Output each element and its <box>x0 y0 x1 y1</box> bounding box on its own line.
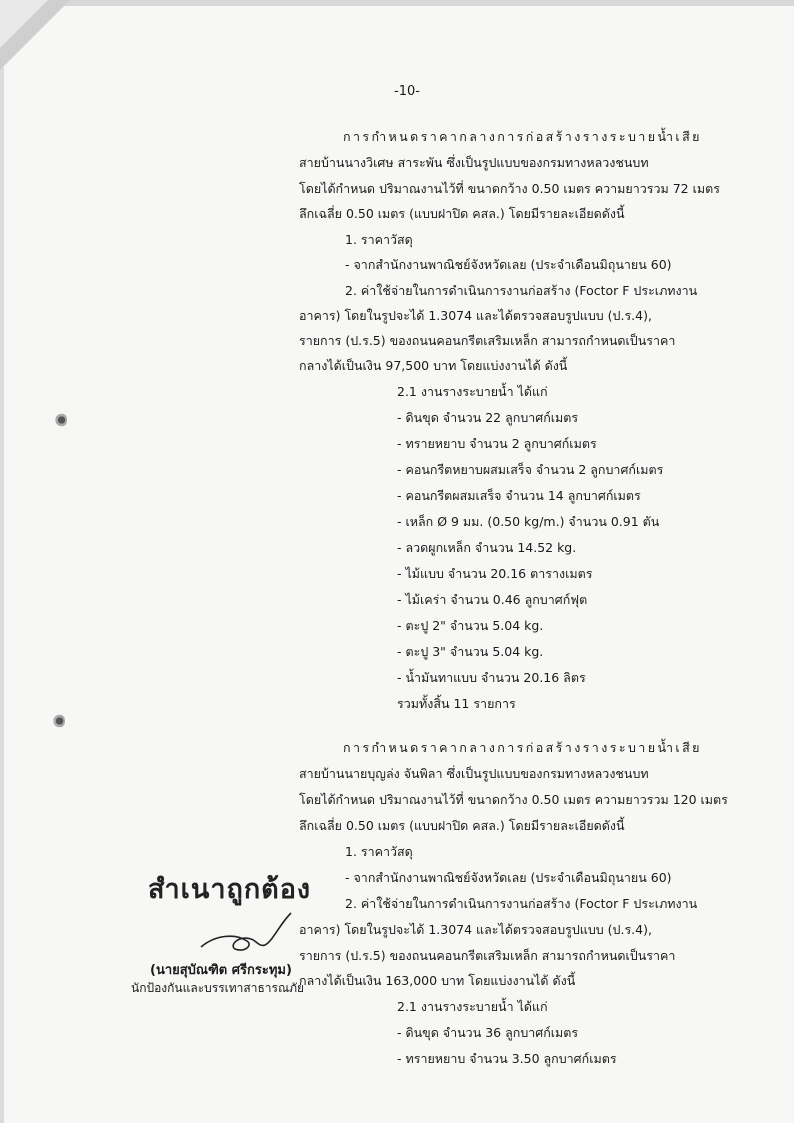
punch-hole-icon <box>55 412 67 428</box>
signer-name: (นายสุบัณฑิต ศรีกระทุม) <box>150 963 292 978</box>
signer-position: นักป้องกันและบรรเทาสาธารณภัย <box>131 981 305 995</box>
list-item: - ลวดผูกเหล็ก จำนวน 14.52 kg. <box>397 540 577 555</box>
certified-copy-stamp: สำเนาถูกต้อง <box>148 874 312 905</box>
list-item: - ดินขุด จำนวน 36 ลูกบาศก์เมตร <box>397 1025 579 1040</box>
list-item: - ตะปู 3" จำนวน 5.04 kg. <box>397 644 544 659</box>
scan-edge-top <box>0 0 794 6</box>
section1-total: รวมทั้งสิ้น 11 รายการ <box>397 696 516 711</box>
punch-hole-icon <box>53 713 65 729</box>
section1-line1: สายบ้านนางวิเศษ สาระพัน ซึ่งเป็นรูปแบบของกรมทางหลวงชนบท <box>299 155 649 170</box>
section2-item1: 1. ราคาวัสดุ <box>345 844 413 859</box>
scan-edge-left <box>0 0 4 1123</box>
section1-line3: ลึกเฉลี่ย 0.50 เมตร (แบบฝาปิด คสล.) โดยมีรายละเอียดดังนี้ <box>299 206 625 221</box>
section1-line2: โดยได้กำหนด ปริมาณงานไว้ที่ ขนาดกว้าง 0.50 เมตร ความยาวรวม 72 เมตร <box>299 181 720 196</box>
section1-item1: 1. ราคาวัสดุ <box>345 232 413 247</box>
section2-item2-line1: 2. ค่าใช้จ่ายในการดำเนินการงานก่อสร้าง (Foctor F ประเภทงาน <box>345 896 698 911</box>
list-item: - ไม้เคร่า จำนวน 0.46 ลูกบาศก์ฟุต <box>397 592 588 607</box>
section1-heading: การกำหนดราคากลางการก่อสร้างรางระบายน้ำเสีย <box>343 129 702 144</box>
signature-icon <box>195 905 305 960</box>
section2-line1: สายบ้านนายบุญล่ง จันพิลา ซึ่งเป็นรูปแบบของกรมทางหลวงชนบท <box>299 766 649 781</box>
section1-item1-sub: - จากสำนักงานพาณิชย์จังหวัดเลย (ประจำเดือนมิถุนายน 60) <box>345 257 672 272</box>
section2-item2-line4: กลางได้เป็นเงิน 163,000 บาท โดยแบ่งงานได้ ดังนี้ <box>299 973 576 988</box>
section2-subheading: 2.1 งานรางระบายน้ำ ได้แก่ <box>397 999 548 1014</box>
section2-item1-sub: - จากสำนักงานพาณิชย์จังหวัดเลย (ประจำเดือนมิถุนายน 60) <box>345 870 672 885</box>
list-item: - น้ำมันทาแบบ จำนวน 20.16 ลิตร <box>397 670 586 685</box>
list-item: - คอนกรีตผสมเสร็จ จำนวน 14 ลูกบาศก์เมตร <box>397 488 641 503</box>
section2-heading: การกำหนดราคากลางการก่อสร้างรางระบายน้ำเสีย <box>343 740 702 755</box>
folded-corner-highlight <box>0 0 48 48</box>
section2-item2-line2: อาคาร) โดยในรูปจะได้ 1.3074 และได้ตรวจสอบรูปแบบ (ป.ร.4), <box>299 922 652 937</box>
section1-item2-line4: กลางได้เป็นเงิน 97,500 บาท โดยแบ่งงานได้ ดังนี้ <box>299 358 568 373</box>
section2-line3: ลึกเฉลี่ย 0.50 เมตร (แบบฝาปิด คสล.) โดยมีรายละเอียดดังนี้ <box>299 818 625 833</box>
list-item: - คอนกรีตหยาบผสมเสร็จ จำนวน 2 ลูกบาศก์เมตร <box>397 462 664 477</box>
list-item: - ทรายหยาบ จำนวน 2 ลูกบาศก์เมตร <box>397 436 597 451</box>
list-item: - ไม้แบบ จำนวน 20.16 ตารางเมตร <box>397 566 593 581</box>
section1-subheading: 2.1 งานรางระบายน้ำ ได้แก่ <box>397 384 548 399</box>
section2-line2: โดยได้กำหนด ปริมาณงานไว้ที่ ขนาดกว้าง 0.50 เมตร ความยาวรวม 120 เมตร <box>299 792 728 807</box>
list-item: - ทรายหยาบ จำนวน 3.50 ลูกบาศก์เมตร <box>397 1051 617 1066</box>
section1-item2-line2: อาคาร) โดยในรูปจะได้ 1.3074 และได้ตรวจสอบรูปแบบ (ป.ร.4), <box>299 308 652 323</box>
page-number: -10- <box>394 84 420 99</box>
section2-item2-line3: รายการ (ป.ร.5) ของถนนคอนกรีตเสริมเหล็ก สามารถกำหนดเป็นราคา <box>299 948 676 963</box>
list-item: - ตะปู 2" จำนวน 5.04 kg. <box>397 618 544 633</box>
list-item: - เหล็ก Ø 9 มม. (0.50 kg/m.) จำนวน 0.91 ตัน <box>397 514 660 529</box>
list-item: - ดินขุด จำนวน 22 ลูกบาศก์เมตร <box>397 410 579 425</box>
section1-item2-line1: 2. ค่าใช้จ่ายในการดำเนินการงานก่อสร้าง (Foctor F ประเภทงาน <box>345 283 698 298</box>
section1-item2-line3: รายการ (ป.ร.5) ของถนนคอนกรีตเสริมเหล็ก สามารถกำหนดเป็นราคา <box>299 333 676 348</box>
